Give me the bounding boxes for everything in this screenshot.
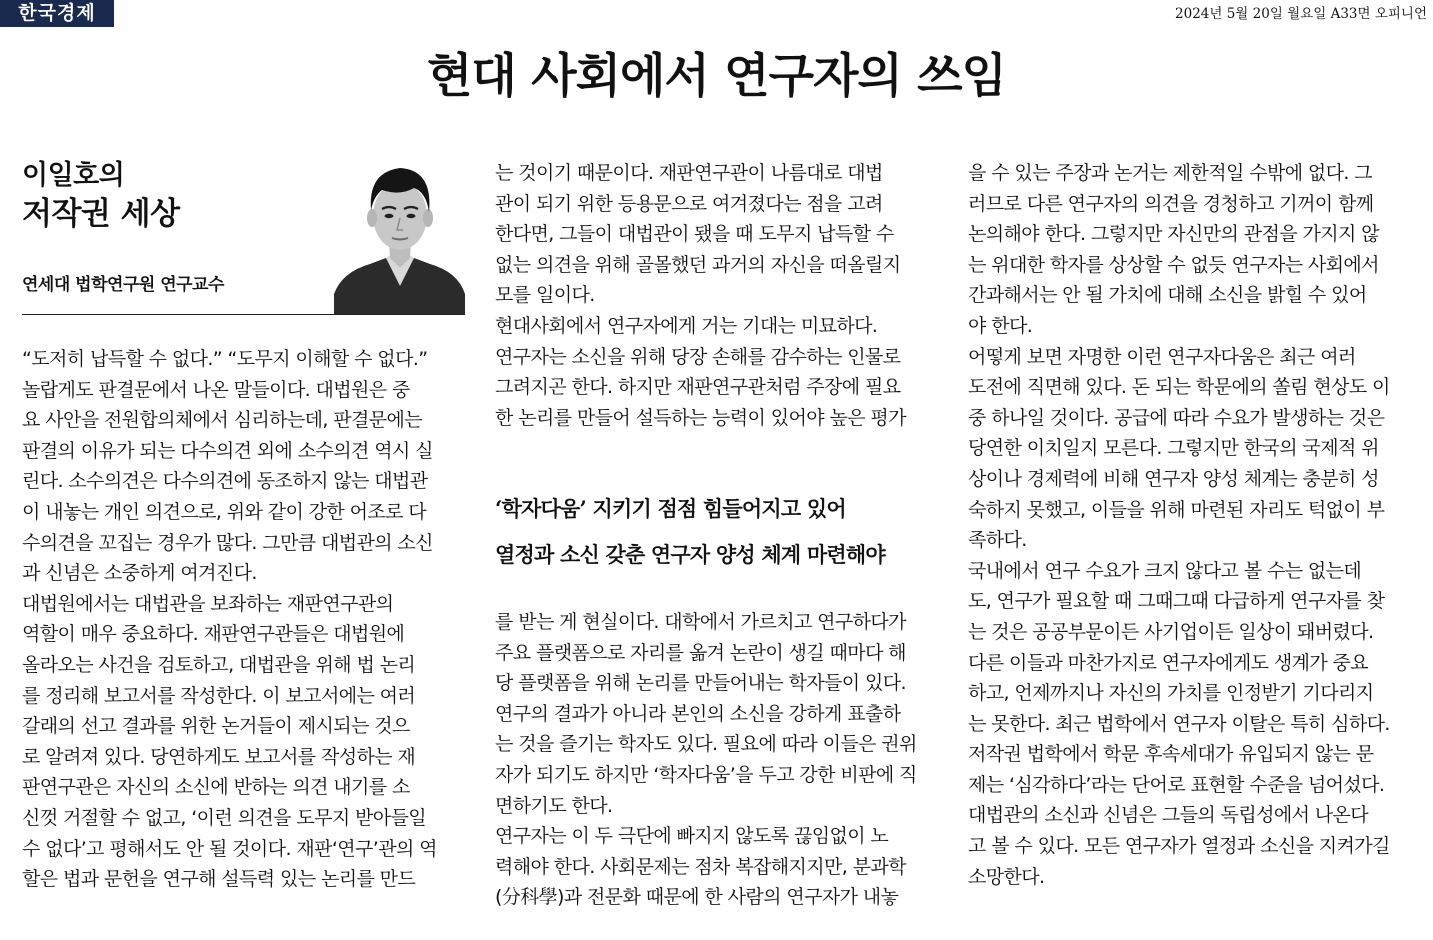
text-line: 갈래의 선고 결과를 위한 논거들이 제시되는 것으 (22, 715, 410, 738)
article-column-2-bottom (495, 607, 941, 913)
text-line: 를 정리해 보고서를 작성한다. 이 보고서에는 여러 (22, 684, 416, 707)
text-line: 간과해서는 안 될 가치에 대해 소신을 밝힐 수 있어 (968, 284, 1367, 307)
text-line: 어떻게 보면 자명한 이런 연구자다움은 최근 여러 (968, 345, 1356, 368)
text-line: 한다면, 그들이 대법관이 됐을 때 도무지 납득할 수 (495, 223, 894, 246)
subhead-line-1: ‘학자다움’ 지키기 점점 힘들어지고 있어 (495, 496, 846, 521)
text-line: 는 것은 공공부문이든 사기업이든 일상이 돼버렸다. (968, 620, 1374, 643)
text-line: 신껏 거절할 수 없고, ‘이런 의견을 도무지 받아들일 (22, 806, 427, 829)
text-line: 국내에서 연구 수요가 크지 않다고 볼 수는 없는데 (968, 559, 1362, 582)
subhead-line-2: 열정과 소신 갖춘 연구자 양성 체계 마련해야 (495, 542, 885, 567)
text-line: 대법원에서는 대법관을 보좌하는 재판연구관의 (22, 592, 394, 615)
text-line: 소망한다. (968, 865, 1045, 888)
text-line: 고 볼 수 있다. 모든 연구자가 열정과 소신을 지켜가길 (968, 835, 1390, 858)
text-line: 올라오는 사건을 검토하고, 대법관을 위해 법 논리 (22, 653, 416, 676)
text-line: “도저히 납득할 수 없다.” “도무지 이해할 수 없다.” (22, 348, 428, 370)
text-line: 상이나 경제력에 비해 연구자 양성 체계는 충분히 성 (968, 467, 1379, 490)
author-affiliation: 연세대 법학연구원 연구교수 (22, 275, 224, 295)
article-headline: 현대 사회에서 연구자의 쓰임 (427, 49, 1006, 104)
text-line: 대법관의 소신과 신념은 그들의 독립성에서 나온다 (968, 804, 1369, 827)
text-line: 하고, 언제까지나 자신의 가치를 인정받기 기다리지 (968, 682, 1374, 705)
text-line: 판결의 이유가 되는 다수의견 외에 소수의견 역시 실 (22, 439, 433, 462)
text-line: 는 못한다. 최근 법학에서 연구자 이탈은 특히 심하다. (968, 712, 1390, 735)
text-line: 을 수 있는 주장과 논거는 제한적일 수밖에 없다. 그 (968, 162, 1373, 184)
text-line: 자가 되기도 하지만 ‘학자다움’을 두고 강한 비판에 직 (495, 763, 917, 786)
text-line: 는 것이기 때문이다. 재판연구관이 나름대로 대법 (495, 162, 883, 184)
text-line: 연구자는 소신을 위해 당장 손해를 감수하는 인물로 (495, 345, 901, 368)
text-line: 수 없다’고 평해서도 안 될 것이다. 재판‘연구’관의 역 (22, 837, 437, 860)
text-line: 력해야 한다. 사회문제는 점차 복잡해지지만, 분과학 (495, 855, 906, 878)
text-line: 할은 법과 문헌을 연구해 설득력 있는 논리를 만드 (22, 868, 416, 891)
text-line: 저작권 법학에서 학문 후속세대가 유입되지 않는 문 (968, 743, 1374, 766)
text-line: 야 한다. (968, 314, 1033, 337)
newspaper-masthead: 한국경제 (0, 0, 114, 27)
text-line: 없는 의견을 위해 골몰했던 과거의 자신을 떠올릴지 (495, 253, 901, 276)
text-line: 역할이 매우 중요하다. 재판연구관들은 대법원에 (22, 623, 405, 646)
text-line: 숙하지 못했고, 이들을 위해 마련된 자리도 턱없이 부 (968, 498, 1385, 521)
article-column-3 (968, 158, 1416, 892)
text-line: 중 하나일 것이다. 공급에 따라 수요가 발생하는 것은 (968, 406, 1385, 429)
text-line: 연구자는 이 두 극단에 빠지지 않도록 끊임없이 노 (495, 825, 889, 848)
column-byline-block (22, 150, 465, 315)
text-line: 제는 ‘심각하다’라는 단어로 표현할 수준을 넘어섰다. (968, 773, 1385, 796)
text-line: 는 것을 즐기는 학자도 있다. 필요에 따라 이들은 권위 (495, 733, 917, 756)
text-line: 러므로 다른 연구자의 의견을 경청하고 기꺼이 함께 (968, 192, 1374, 215)
text-line: 한 논리를 만들어 설득하는 능력이 있어야 높은 평가 (495, 406, 906, 429)
text-line: 도, 연구가 필요할 때 그때그때 다급하게 연구자를 찾 (968, 590, 1385, 613)
text-line: 도전에 직면해 있다. 돈 되는 학문에의 쏠림 현상도 이 (968, 376, 1390, 399)
text-line: 판연구관은 자신의 소신에 반하는 의견 내기를 소 (22, 776, 410, 799)
text-line: 족하다. (968, 529, 1027, 552)
text-line: 면하기도 한다. (495, 794, 613, 817)
text-line: 연구의 결과가 아니라 본인의 소신을 강하게 표출하 (495, 702, 901, 725)
text-line: 그려지곤 한다. 하지만 재판연구관처럼 주장에 필요 (495, 376, 901, 399)
column-series-line1: 이일호의 (22, 160, 125, 191)
article-subheads (495, 486, 945, 578)
text-line: 린다. 소수의견은 다수의견에 동조하지 않는 대법관 (22, 470, 428, 493)
text-line: 다른 이들과 마찬가지로 연구자에게도 생계가 중요 (968, 651, 1369, 674)
article-column-1 (22, 344, 467, 895)
author-portrait (334, 154, 465, 314)
text-line: (分科學)과 전문화 때문에 한 사람의 연구자가 내놓 (495, 886, 899, 909)
text-line: 요 사안을 전원합의체에서 심리하는데, 판결문에는 (22, 409, 423, 432)
text-line: 모를 일이다. (495, 284, 595, 307)
text-line: 당연한 이치일지 모른다. 그렇지만 한국의 국제적 위 (968, 437, 1379, 460)
text-line: 현대사회에서 연구자에게 거는 기대는 미묘하다. (495, 314, 878, 337)
text-line: 로 알려져 있다. 당연하게도 보고서를 작성하는 재 (22, 745, 416, 768)
column-series-line2: 저작권 세상 (22, 196, 180, 232)
text-line: 놀랍게도 판결문에서 나온 말들이다. 대법원은 중 (22, 378, 410, 401)
issue-dateline: 2024년 5월 20일 월요일 A33면 오피니언 (1175, 6, 1427, 22)
text-line: 수의견을 꼬집는 경우가 많다. 그만큼 대법관의 소신 (22, 531, 433, 554)
text-line: 를 받는 게 현실이다. 대학에서 가르치고 연구하다가 (495, 611, 906, 633)
article-column-2-top (495, 158, 941, 433)
text-line: 이 내놓는 개인 의견으로, 위와 같이 강한 어조로 다 (22, 500, 427, 523)
author-portrait-image (334, 154, 465, 314)
text-line: 관이 되기 위한 등용문으로 여겨졌다는 점을 고려 (495, 192, 883, 215)
text-line: 주요 플랫폼으로 자리를 옮겨 논란이 생길 때마다 해 (495, 641, 906, 664)
text-line: 논의해야 한다. 그렇지만 자신만의 관점을 가지지 않 (968, 223, 1379, 246)
text-line: 당 플랫폼을 위해 논리를 만들어내는 학자들이 있다. (495, 672, 906, 695)
text-line: 는 위대한 학자를 상상할 수 없듯 연구자는 사회에서 (968, 253, 1379, 276)
text-line: 과 신념은 소중하게 여겨진다. (22, 562, 257, 585)
